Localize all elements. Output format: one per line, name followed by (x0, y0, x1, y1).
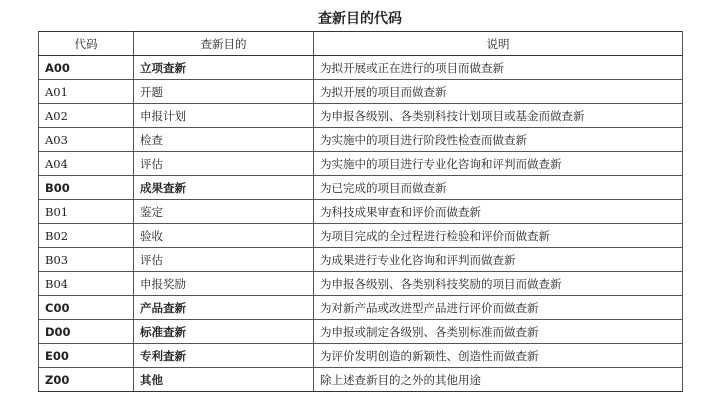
description-cell: 为实施中的项目进行阶段性检查而做查新 (314, 128, 683, 152)
description-cell: 为申报各级别、各类别科技计划项目或基金而做查新 (314, 104, 683, 128)
table-row (39, 320, 683, 344)
table-row (39, 368, 683, 392)
purpose-cell: 其他 (134, 368, 314, 392)
description-cell: 为已完成的项目而做查新 (314, 176, 683, 200)
purpose-code-table (38, 31, 683, 392)
code-cell: D00 (39, 320, 134, 344)
table-row (39, 248, 683, 272)
code-cell: A00 (39, 56, 134, 80)
table-row (39, 56, 683, 80)
description-cell: 为拟开展或正在进行的项目而做查新 (314, 56, 683, 80)
description-cell: 为申报或制定各级别、各类别标准而做查新 (314, 320, 683, 344)
column-header-code: 代码 (39, 32, 134, 56)
purpose-cell: 验收 (134, 224, 314, 248)
code-cell: Z00 (39, 368, 134, 392)
purpose-cell: 开题 (134, 80, 314, 104)
code-cell: B04 (39, 272, 134, 296)
description-cell: 为评价发明创造的新颖性、创造性而做查新 (314, 344, 683, 368)
description-cell: 为申报各级别、各类别科技奖励的项目而做查新 (314, 272, 683, 296)
description-cell: 为科技成果审查和评价而做查新 (314, 200, 683, 224)
description-cell: 为成果进行专业化咨询和评判而做查新 (314, 248, 683, 272)
table-row (39, 296, 683, 320)
code-cell: B01 (39, 200, 134, 224)
code-cell: A01 (39, 80, 134, 104)
code-cell: B03 (39, 248, 134, 272)
purpose-cell: 产品查新 (134, 296, 314, 320)
description-cell: 为拟开展的项目而做查新 (314, 80, 683, 104)
purpose-cell: 标准查新 (134, 320, 314, 344)
table-row (39, 272, 683, 296)
purpose-cell: 检查 (134, 128, 314, 152)
code-cell: E00 (39, 344, 134, 368)
purpose-cell: 专利查新 (134, 344, 314, 368)
code-cell: A03 (39, 128, 134, 152)
code-cell: A02 (39, 104, 134, 128)
column-header-description: 说明 (314, 32, 683, 56)
table-row (39, 224, 683, 248)
table-row (39, 176, 683, 200)
code-cell: A04 (39, 152, 134, 176)
code-cell: B02 (39, 224, 134, 248)
purpose-cell: 成果查新 (134, 176, 314, 200)
description-cell: 为对新产品或改进型产品进行评价而做查新 (314, 296, 683, 320)
table-row (39, 80, 683, 104)
description-cell: 为实施中的项目进行专业化咨询和评判而做查新 (314, 152, 683, 176)
purpose-cell: 申报奖励 (134, 272, 314, 296)
table-row (39, 200, 683, 224)
page-title: 查新目的代码 (318, 11, 402, 27)
code-cell: C00 (39, 296, 134, 320)
table-row (39, 152, 683, 176)
purpose-cell: 评估 (134, 152, 314, 176)
column-header-purpose: 查新目的 (134, 32, 314, 56)
code-cell: B00 (39, 176, 134, 200)
description-cell: 除上述查新目的之外的其他用途 (314, 368, 683, 392)
table-row (39, 128, 683, 152)
table-header-row (39, 32, 683, 56)
purpose-cell: 申报计划 (134, 104, 314, 128)
purpose-cell: 鉴定 (134, 200, 314, 224)
purpose-cell: 立项查新 (134, 56, 314, 80)
description-cell: 为项目完成的全过程进行检验和评价而做查新 (314, 224, 683, 248)
table-row (39, 104, 683, 128)
purpose-cell: 评估 (134, 248, 314, 272)
table-row (39, 344, 683, 368)
